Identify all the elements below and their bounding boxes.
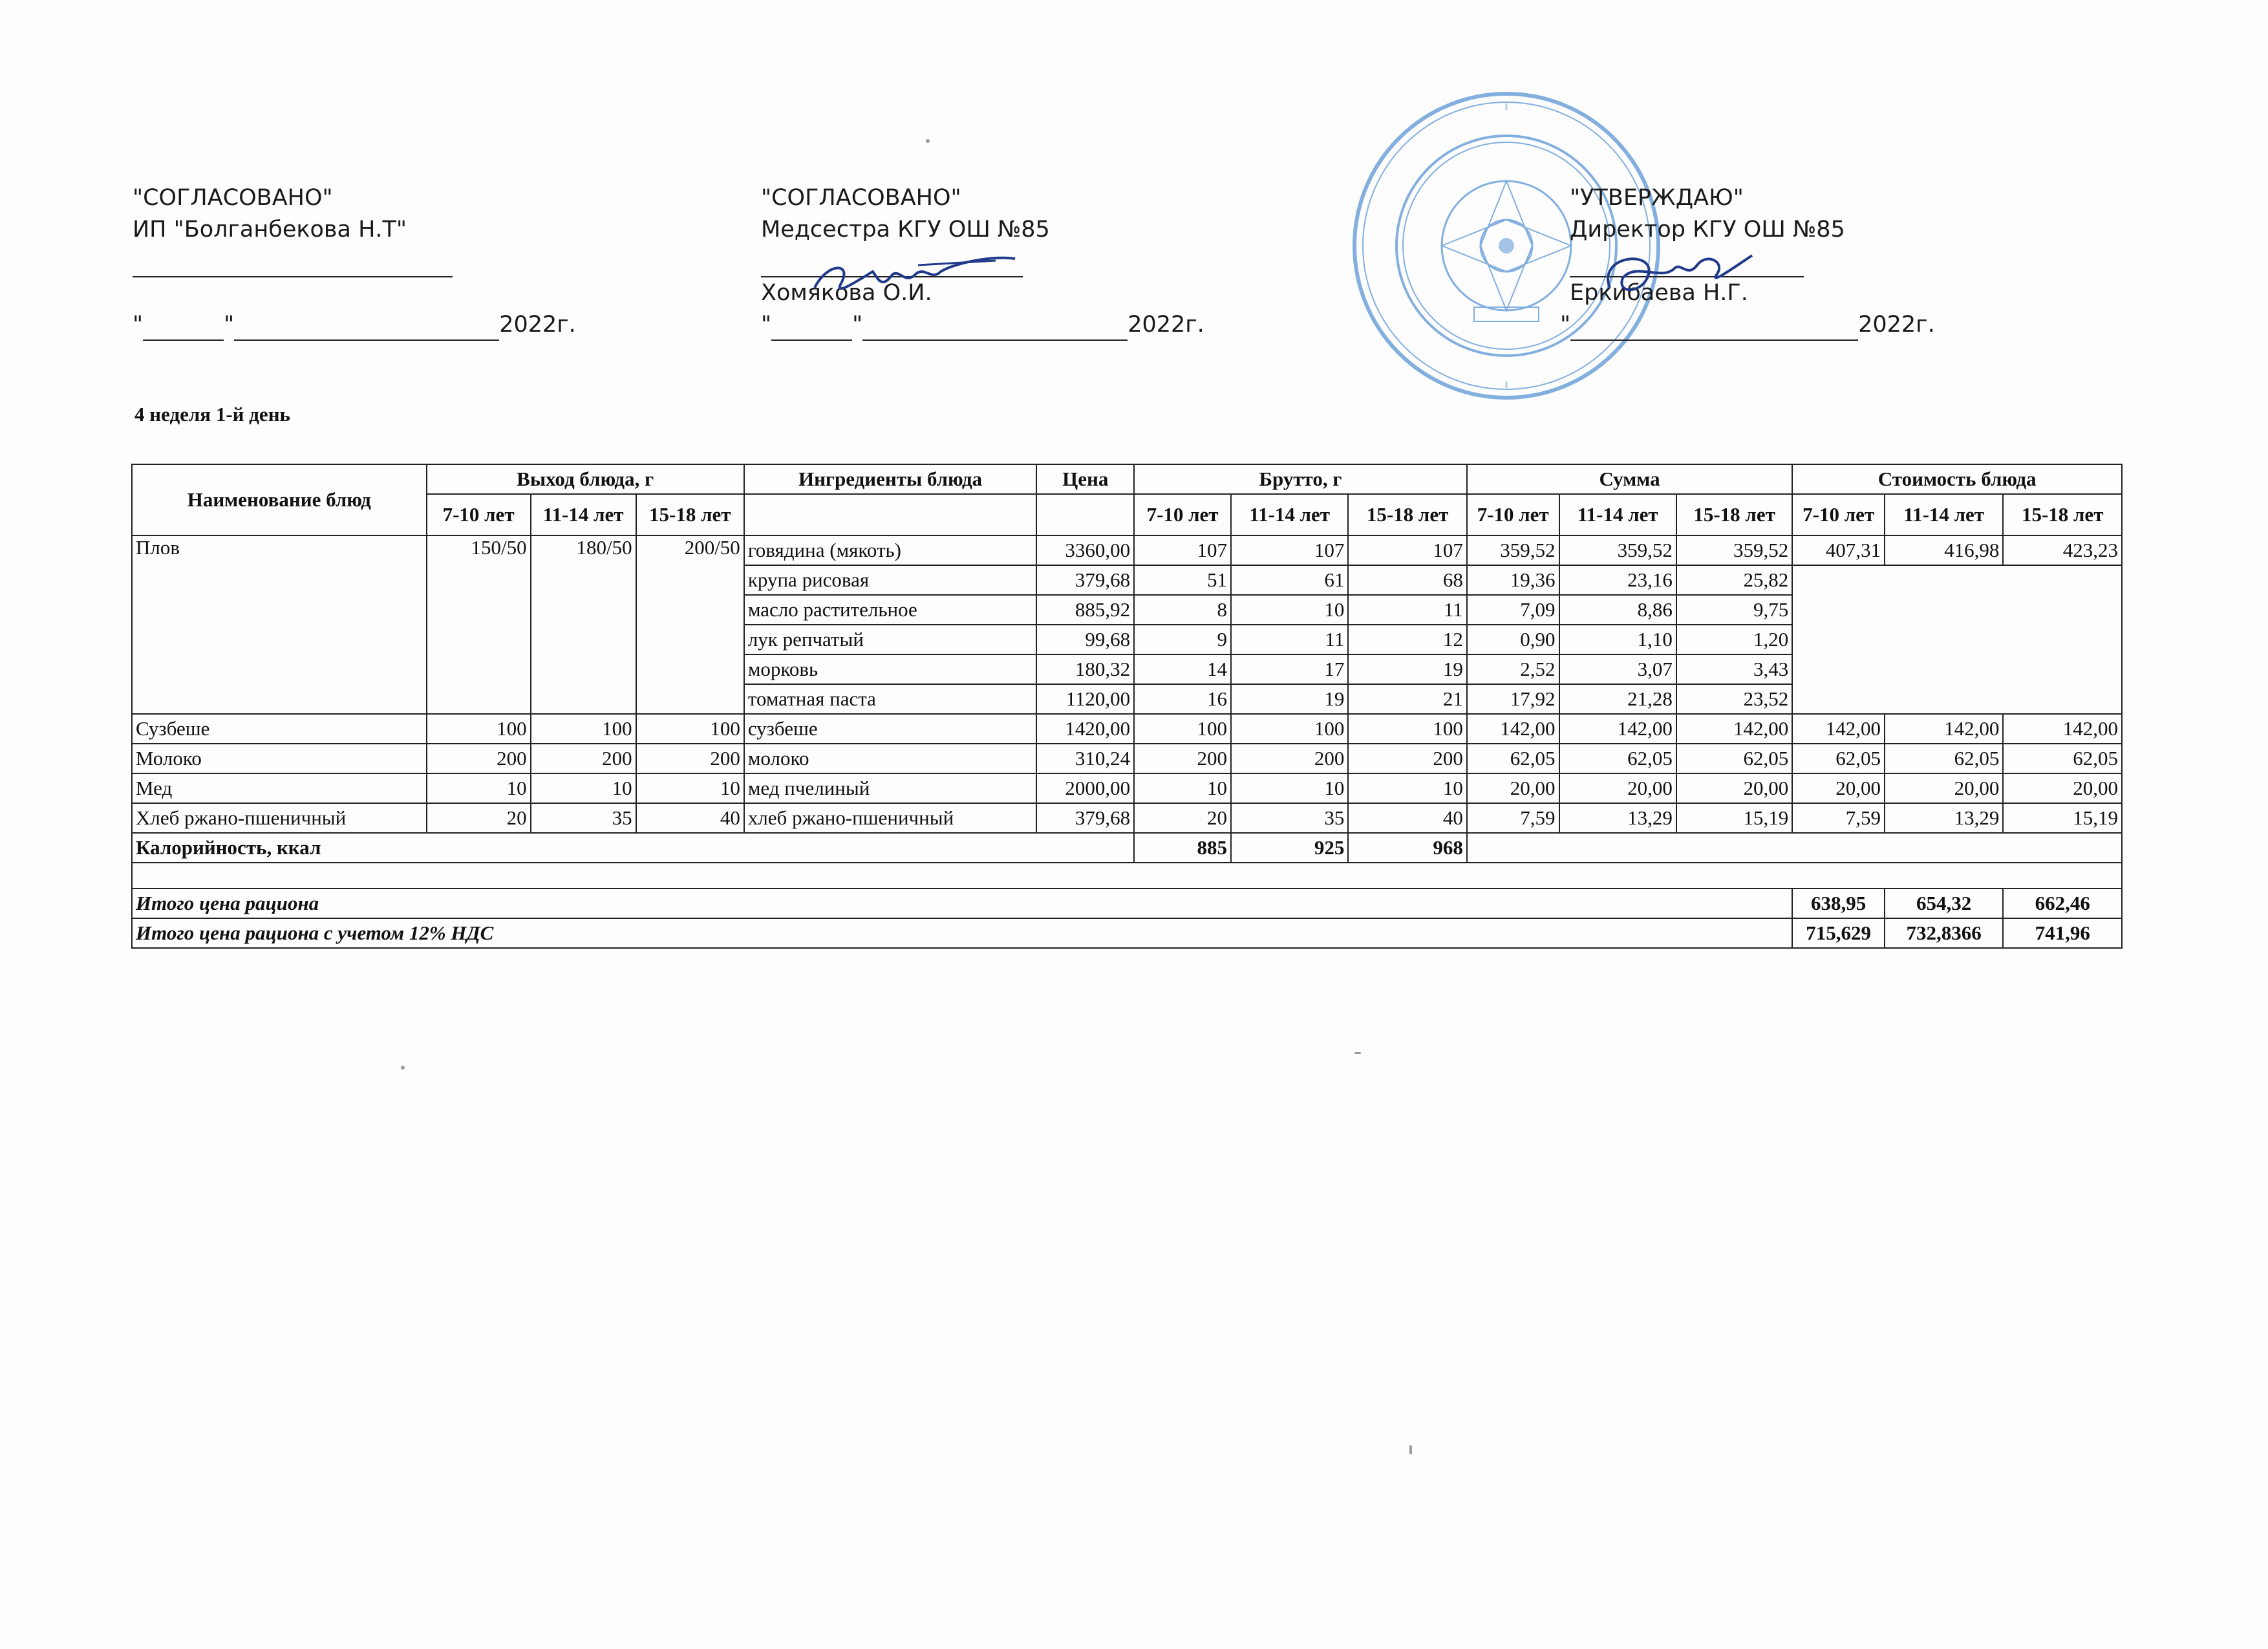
gross-cell: 12 — [1348, 625, 1466, 654]
age-header: 11-14 лет — [1559, 494, 1676, 535]
signature-line — [133, 254, 453, 277]
gross-cell: 100 — [1348, 714, 1466, 744]
age-header: 7-10 лет — [1134, 494, 1231, 535]
sum-cell: 142,00 — [1676, 714, 1792, 744]
gross-cell: 10 — [1348, 773, 1466, 803]
table-row — [132, 535, 2122, 565]
approval-block-supplier — [133, 182, 576, 341]
price-cell: 3360,00 — [1036, 535, 1134, 565]
cost-cell: 416,98 — [1885, 535, 2003, 565]
dish-name: Сузбеше — [132, 714, 427, 744]
gross-cell: 19 — [1348, 654, 1466, 684]
ingredient-name: хлеб ржано-пшеничный — [744, 803, 1037, 833]
sum-cell: 23,16 — [1559, 565, 1676, 595]
yield-cell: 100 — [636, 714, 744, 744]
header-row-2 — [132, 494, 2122, 535]
empty-cell — [132, 863, 2122, 889]
gross-cell: 11 — [1231, 625, 1348, 654]
sum-cell: 19,36 — [1467, 565, 1559, 595]
cost-cell: 15,19 — [2003, 803, 2122, 833]
sum-cell: 20,00 — [1676, 773, 1792, 803]
cost-cell: 142,00 — [2003, 714, 2122, 744]
director-signature — [1578, 242, 1771, 314]
sum-cell: 13,29 — [1559, 803, 1676, 833]
sum-cell: 142,00 — [1559, 714, 1676, 744]
gross-cell: 11 — [1348, 595, 1466, 625]
cost-cell: 62,05 — [2003, 744, 2122, 773]
date-month-line — [1570, 318, 1858, 341]
total-label: Итого цена рациона — [132, 889, 1792, 918]
ingredient-name: говядина (мякоть) — [744, 535, 1037, 565]
gross-cell: 200 — [1348, 744, 1466, 773]
sum-cell: 3,07 — [1559, 654, 1676, 684]
scan-speck — [1409, 1445, 1412, 1454]
yield-cell: 10 — [427, 773, 531, 803]
calories-label: Калорийность, ккал — [132, 833, 1134, 863]
gross-cell: 9 — [1134, 625, 1231, 654]
dish-name: Хлеб ржано-пшеничный — [132, 803, 427, 833]
approval-title: "СОГЛАСОВАНО" — [133, 185, 333, 211]
cost-cell: 62,05 — [1885, 744, 2003, 773]
scan-speck — [926, 139, 930, 143]
age-header: 7-10 лет — [1792, 494, 1885, 535]
sum-cell: 17,92 — [1467, 684, 1559, 714]
date-year: 2022г. — [499, 312, 576, 338]
dish-name: Мед — [132, 773, 427, 803]
total-value: 654,32 — [1885, 889, 2003, 918]
sum-cell: 62,05 — [1676, 744, 1792, 773]
yield-cell: 150/50 — [427, 535, 531, 714]
price-cell: 2000,00 — [1036, 773, 1134, 803]
cost-cell: 62,05 — [1792, 744, 1885, 773]
cost-cell: 13,29 — [1885, 803, 2003, 833]
total-vat-value: 741,96 — [2003, 918, 2122, 948]
table-row — [132, 773, 2122, 803]
cost-merged-empty — [1792, 565, 2122, 714]
sum-cell: 20,00 — [1467, 773, 1559, 803]
yield-cell: 200/50 — [636, 535, 744, 714]
age-header: 11-14 лет — [1885, 494, 2003, 535]
date-month-line — [234, 318, 499, 341]
gross-cell: 16 — [1134, 684, 1231, 714]
yield-cell: 35 — [531, 803, 636, 833]
cost-cell: 20,00 — [1792, 773, 1885, 803]
date-day-line — [1476, 319, 1560, 341]
header-row-1 — [132, 464, 2122, 494]
cost-cell: 7,59 — [1792, 803, 1885, 833]
header-price: Цена — [1036, 464, 1134, 494]
header-ingredients: Ингредиенты блюда — [744, 464, 1037, 494]
date-day-line — [771, 318, 852, 341]
sum-cell: 1,10 — [1559, 625, 1676, 654]
gross-cell: 100 — [1134, 714, 1231, 744]
price-cell: 379,68 — [1036, 565, 1134, 595]
price-cell: 1420,00 — [1036, 714, 1134, 744]
sum-cell: 62,05 — [1467, 744, 1559, 773]
yield-cell: 20 — [427, 803, 531, 833]
gross-cell: 10 — [1231, 595, 1348, 625]
date-quote-open: " — [761, 312, 772, 338]
sum-cell: 142,00 — [1467, 714, 1559, 744]
gross-cell: 17 — [1231, 654, 1348, 684]
gross-cell: 51 — [1134, 565, 1231, 595]
ingredient-name: морковь — [744, 654, 1037, 684]
age-header: 11-14 лет — [1231, 494, 1348, 535]
gross-cell: 107 — [1134, 535, 1231, 565]
cost-cell: 407,31 — [1792, 535, 1885, 565]
ingredient-name: томатная паста — [744, 684, 1037, 714]
header-sum: Сумма — [1467, 464, 1792, 494]
ingredient-name: сузбеше — [744, 714, 1037, 744]
cost-cell: 142,00 — [1792, 714, 1885, 744]
total-vat-value: 715,629 — [1792, 918, 1885, 948]
yield-cell: 100 — [427, 714, 531, 744]
cost-cell: 20,00 — [2003, 773, 2122, 803]
sum-cell: 3,43 — [1676, 654, 1792, 684]
calories-value: 968 — [1348, 833, 1466, 863]
date-month-line — [862, 318, 1128, 341]
empty-cell — [1036, 494, 1134, 535]
yield-cell: 200 — [636, 744, 744, 773]
total-vat-value: 732,8366 — [1885, 918, 2003, 948]
gross-cell: 61 — [1231, 565, 1348, 595]
ingredient-name: молоко — [744, 744, 1037, 773]
date-year: 2022г. — [1128, 312, 1204, 338]
date-quote-close: " — [852, 312, 863, 338]
gross-cell: 19 — [1231, 684, 1348, 714]
day-label: 4 неделя 1-й день — [134, 403, 290, 426]
ingredient-name: лук репчатый — [744, 625, 1037, 654]
sum-cell: 7,09 — [1467, 595, 1559, 625]
date-quote-open: " — [133, 312, 144, 338]
approval-position: Директор КГУ ОШ №85 — [1570, 217, 1845, 242]
cost-cell: 142,00 — [1885, 714, 2003, 744]
table-row — [132, 714, 2122, 744]
cost-cell: 423,23 — [2003, 535, 2122, 565]
dish-name: Молоко — [132, 744, 427, 773]
calories-row — [132, 833, 2122, 863]
sum-cell: 21,28 — [1559, 684, 1676, 714]
approval-name: Еркибаева Н.Г. — [1570, 280, 1748, 306]
sum-cell: 0,90 — [1467, 625, 1559, 654]
yield-cell: 10 — [531, 773, 636, 803]
gross-cell: 40 — [1348, 803, 1466, 833]
sum-cell: 8,86 — [1559, 595, 1676, 625]
gross-cell: 21 — [1348, 684, 1466, 714]
ingredient-name: мед пчелиный — [744, 773, 1037, 803]
nurse-signature — [802, 249, 1022, 307]
age-header: 7-10 лет — [427, 494, 531, 535]
total-row — [132, 889, 2122, 918]
header-dish: Наименование блюд — [132, 464, 427, 535]
gross-cell: 10 — [1134, 773, 1231, 803]
sum-cell: 62,05 — [1559, 744, 1676, 773]
gross-cell: 100 — [1231, 714, 1348, 744]
gross-cell: 200 — [1134, 744, 1231, 773]
approval-name: Хомякова О.И. — [761, 280, 932, 306]
gross-cell: 14 — [1134, 654, 1231, 684]
price-cell: 1120,00 — [1036, 684, 1134, 714]
total-value: 662,46 — [2003, 889, 2122, 918]
menu-table — [131, 464, 2123, 949]
empty-cell — [1467, 833, 2122, 863]
spacer-row — [132, 863, 2122, 889]
scan-speck — [1354, 1052, 1361, 1054]
sum-cell: 9,75 — [1676, 595, 1792, 625]
approval-position: Медсестра КГУ ОШ №85 — [761, 217, 1050, 242]
sum-cell: 1,20 — [1676, 625, 1792, 654]
sum-cell: 23,52 — [1676, 684, 1792, 714]
price-cell: 379,68 — [1036, 803, 1134, 833]
dish-name: Плов — [132, 535, 427, 714]
total-vat-row — [132, 918, 2122, 948]
total-value: 638,95 — [1792, 889, 1885, 918]
calories-value: 885 — [1134, 833, 1231, 863]
approval-title: "УТВЕРЖДАЮ" — [1570, 185, 1744, 211]
gross-cell: 200 — [1231, 744, 1348, 773]
header-gross: Брутто, г — [1134, 464, 1467, 494]
cost-cell: 20,00 — [1885, 773, 2003, 803]
price-cell: 885,92 — [1036, 595, 1134, 625]
age-header: 15-18 лет — [636, 494, 744, 535]
scan-speck — [401, 1066, 405, 1070]
age-header: 15-18 лет — [1348, 494, 1466, 535]
total-vat-label: Итого цена рациона с учетом 12% НДС — [132, 918, 1792, 948]
price-cell: 180,32 — [1036, 654, 1134, 684]
date-year: 2022г. — [1858, 312, 1935, 338]
sum-cell: 359,52 — [1467, 535, 1559, 565]
price-cell: 99,68 — [1036, 625, 1134, 654]
header-yield: Выход блюда, г — [427, 464, 744, 494]
sum-cell: 25,82 — [1676, 565, 1792, 595]
gross-cell: 20 — [1134, 803, 1231, 833]
table-row — [132, 803, 2122, 833]
gross-cell: 8 — [1134, 595, 1231, 625]
calories-value: 925 — [1231, 833, 1348, 863]
age-header: 15-18 лет — [1676, 494, 1792, 535]
approval-title: "СОГЛАСОВАНО" — [761, 185, 961, 211]
price-cell: 310,24 — [1036, 744, 1134, 773]
sum-cell: 359,52 — [1559, 535, 1676, 565]
yield-cell: 10 — [636, 773, 744, 803]
gross-cell: 10 — [1231, 773, 1348, 803]
date-quote-close: " — [1560, 312, 1571, 338]
gross-cell: 68 — [1348, 565, 1466, 595]
age-header: 15-18 лет — [2003, 494, 2122, 535]
empty-cell — [744, 494, 1037, 535]
age-header: 7-10 лет — [1467, 494, 1559, 535]
yield-cell: 40 — [636, 803, 744, 833]
sum-cell: 20,00 — [1559, 773, 1676, 803]
yield-cell: 200 — [427, 744, 531, 773]
date-day-line — [143, 318, 224, 341]
sum-cell: 2,52 — [1467, 654, 1559, 684]
gross-cell: 107 — [1348, 535, 1466, 565]
yield-cell: 200 — [531, 744, 636, 773]
sum-cell: 15,19 — [1676, 803, 1792, 833]
sum-cell: 359,52 — [1676, 535, 1792, 565]
gross-cell: 107 — [1231, 535, 1348, 565]
yield-cell: 180/50 — [531, 535, 636, 714]
date-quote-close: " — [224, 312, 235, 338]
table-row — [132, 744, 2122, 773]
sum-cell: 7,59 — [1467, 803, 1559, 833]
ingredient-name: крупа рисовая — [744, 565, 1037, 595]
ingredient-name: масло растительное — [744, 595, 1037, 625]
header-cost: Стоимость блюда — [1792, 464, 2122, 494]
age-header: 11-14 лет — [531, 494, 636, 535]
yield-cell: 100 — [531, 714, 636, 744]
approval-position: ИП "Болганбекова Н.Т" — [133, 217, 407, 242]
gross-cell: 35 — [1231, 803, 1348, 833]
